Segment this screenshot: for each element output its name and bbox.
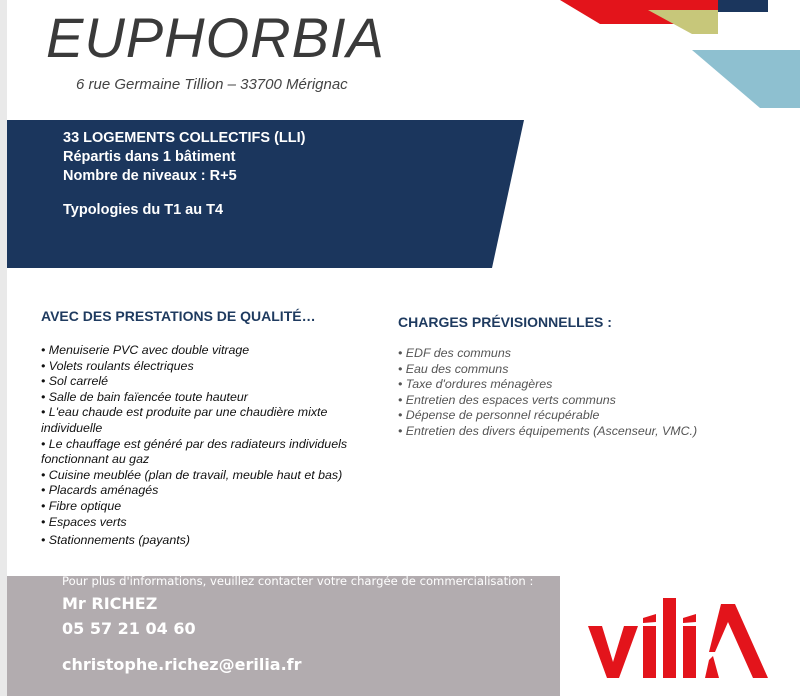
banner-line-spacer <box>63 186 305 201</box>
banner-line-typologies: Typologies du T1 au T4 <box>63 202 224 218</box>
list-item: • Fibre optique <box>41 498 122 513</box>
light-blue-shape <box>692 50 800 108</box>
navy-top-strip <box>718 0 768 12</box>
list-item: • Entretien des espaces verts communs <box>398 392 616 407</box>
list-item: • Stationnements (payants) <box>41 533 190 548</box>
vilia-logo <box>585 590 770 686</box>
list-item: • L'eau chaude est produite par une chaudière mixte individuelle <box>41 405 328 435</box>
list-item: • Salle de bain faïencée toute hauteur <box>41 389 248 404</box>
prestations-list <box>41 343 386 549</box>
list-item: • Menuiserie PVC avec double vitrage <box>41 343 250 357</box>
contact-phone[interactable]: 05 57 21 04 60 <box>62 619 196 638</box>
banner-line-units: 33 LOGEMENTS COLLECTIFS (LLI) <box>63 130 306 146</box>
contact-name: Mr RICHEZ <box>62 594 158 613</box>
list-item: • Placards aménagés <box>41 483 159 498</box>
list-item: • Espaces verts <box>41 514 127 529</box>
address: 6 rue Germaine Tillion – 33700 Mérignac <box>76 76 348 93</box>
contact-intro: Pour plus d'informations, veuillez contacter votre chargée de commercialisation : <box>62 574 534 588</box>
list-item: • Sol carrelé <box>41 374 109 389</box>
list-item: • EDF des communs <box>398 346 511 360</box>
list-item: • Entretien des divers équipements (Ascenseur, VMC.) <box>398 423 698 438</box>
vilia-logo-text: vilia <box>585 590 587 591</box>
list-item: • Taxe d'ordures ménagères <box>398 377 553 392</box>
charges-list <box>398 346 788 440</box>
banner-line-levels: Nombre de niveaux : R+5 <box>63 168 237 184</box>
list-item: • Cuisine meublée (plan de travail, meuble haut et bas) <box>41 467 343 482</box>
list-item: • Dépense de personnel récupérable <box>398 408 600 423</box>
page-title: EUPHORBIA <box>46 6 385 69</box>
list-item: • Volets roulants électriques <box>41 358 194 373</box>
vilia-logo-mark <box>588 598 768 678</box>
banner-text <box>63 129 305 220</box>
list-item: • Le chauffage est généré par des radiateurs individuels fonctionnant au gaz <box>41 436 348 467</box>
banner-line-building: Répartis dans 1 bâtiment <box>63 149 236 165</box>
contact-email[interactable]: christophe.richez@erilia.fr <box>62 655 302 674</box>
charges-title: CHARGES PRÉVISIONNELLES : <box>398 314 612 330</box>
prestations-title: AVEC DES PRESTATIONS DE QUALITÉ… <box>41 308 316 324</box>
list-item: • Eau des communs <box>398 361 509 376</box>
